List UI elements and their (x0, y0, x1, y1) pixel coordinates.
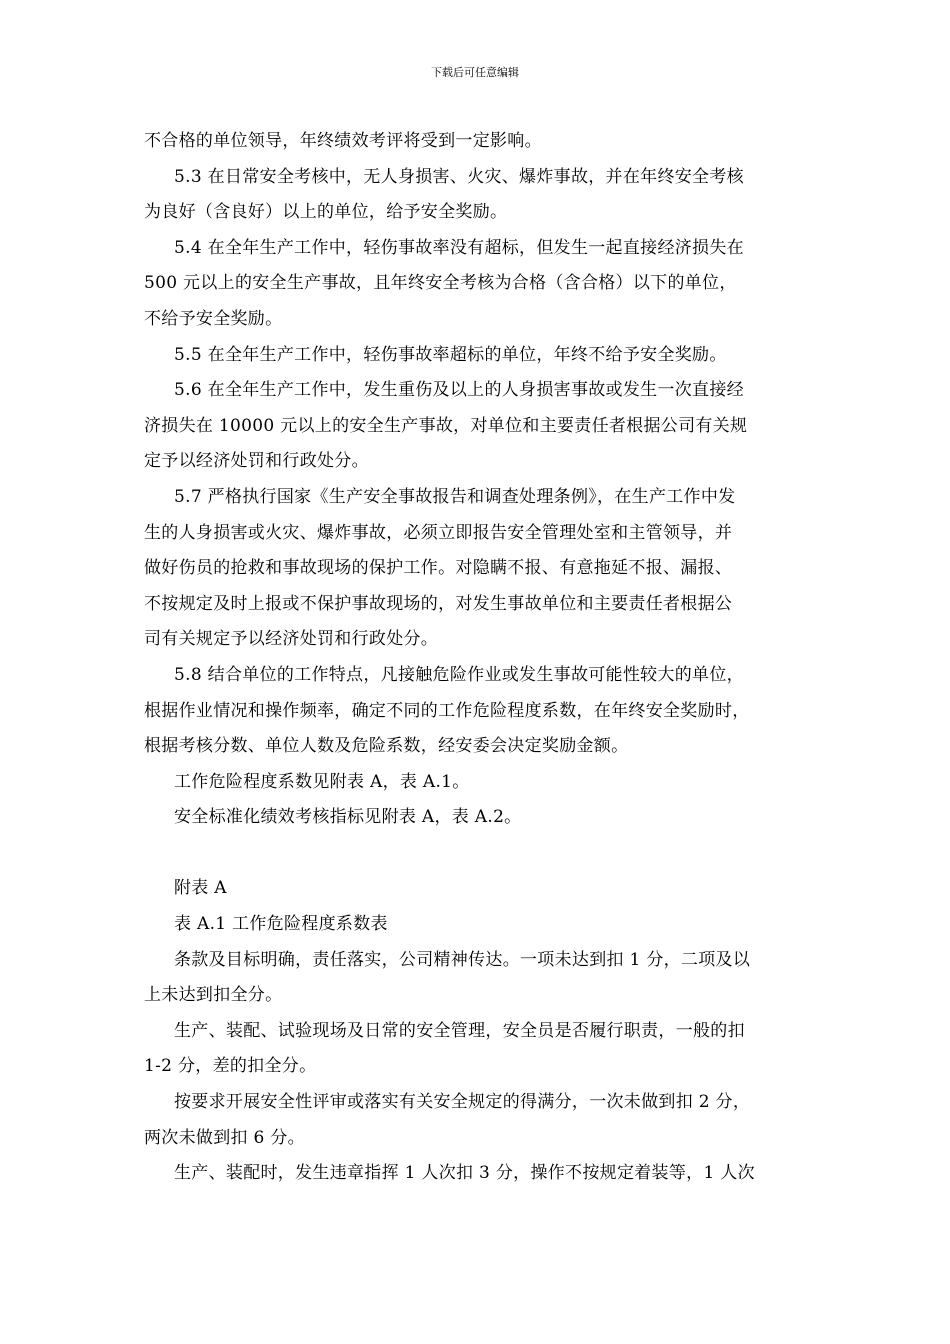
text-line: 不给予安全奖励。 (144, 308, 283, 329)
text-line: 根据作业情况和操作频率，确定不同的工作危险程度系数，在年终安全奖励时， (144, 700, 750, 721)
text-line: 济损失在 10000 元以上的安全生产事故，对单位和主要责任者根据公司有关规 (144, 415, 748, 436)
text-line: 5.4 在全年生产工作中，轻伤事故率没有超标，但发生一起直接经济损失在 (174, 237, 744, 258)
text-line: 生产、装配时，发生违章指挥 1 人次扣 3 分，操作不按规定着装等，1 人次 (174, 1163, 755, 1184)
text-line: 上未达到扣全分。 (144, 985, 283, 1006)
text-line: 两次未做到扣 6 分。 (144, 1127, 305, 1148)
text-line: 按要求开展安全性评审或落实有关安全规定的得满分，一次未做到扣 2 分， (174, 1092, 751, 1113)
text-line: 做好伤员的抢救和事故现场的保护工作。对隐瞒不报、有意拖延不报、漏报、 (144, 558, 733, 579)
text-line: 定予以经济处罚和行政处分。 (144, 451, 369, 472)
text-line: 不合格的单位领导，年终绩效考评将受到一定影响。 (144, 131, 542, 151)
text-line: 生产、装配、试验现场及日常的安全管理，安全员是否履行职责，一般的扣 (174, 1020, 745, 1041)
page-header: 下载后可任意编辑 (431, 66, 519, 79)
text-line: 5.6 在全年生产工作中，发生重伤及以上的人身损害事故或发生一次直接经 (174, 380, 744, 401)
text-line: 附表 A (174, 878, 227, 899)
document-body (144, 124, 816, 1192)
text-line: 表 A.1 工作危险程度系数表 (174, 914, 388, 935)
text-line: 5.3 在日常安全考核中，无人身损害、火灾、爆炸事故，并在年终安全考核 (174, 166, 744, 187)
text-line: 生的人身损害或火灾、爆炸事故，必须立即报告安全管理处室和主管领导，并 (144, 522, 733, 543)
text-line: 500 元以上的安全生产事故，且年终安全考核为合格（含合格）以下的单位， (144, 273, 737, 294)
text-line: 不按规定及时上报或不保护事故现场的，对发生事故单位和主要责任者根据公 (144, 593, 733, 614)
blank-line (144, 836, 816, 872)
text-line: 安全标准化绩效考核指标见附表 A，表 A.2。 (174, 807, 522, 828)
text-line: 工作危险程度系数见附表 A，表 A.1。 (174, 771, 470, 792)
text-line: 司有关规定予以经济处罚和行政处分。 (144, 629, 439, 650)
text-line: 5.8 结合单位的工作特点，凡接触危险作业或发生事故可能性较大的单位， (174, 664, 744, 685)
text-line: 为良好（含良好）以上的单位，给予安全奖励。 (144, 202, 508, 223)
text-line: 根据考核分数、单位人数及危险系数，经安委会决定奖励金额。 (144, 736, 629, 757)
text-line: 5.5 在全年生产工作中，轻伤事故率超标的单位，年终不给予安全奖励。 (174, 344, 727, 365)
text-line: 条款及目标明确，责任落实，公司精神传达。一项未达到扣 1 分，二项及以 (174, 949, 751, 970)
text-line: 5.7 严格执行国家《生产安全事故报告和调查处理条例》，在生产工作中发 (174, 486, 736, 507)
text-line: 1-2 分，差的扣全分。 (144, 1056, 317, 1077)
